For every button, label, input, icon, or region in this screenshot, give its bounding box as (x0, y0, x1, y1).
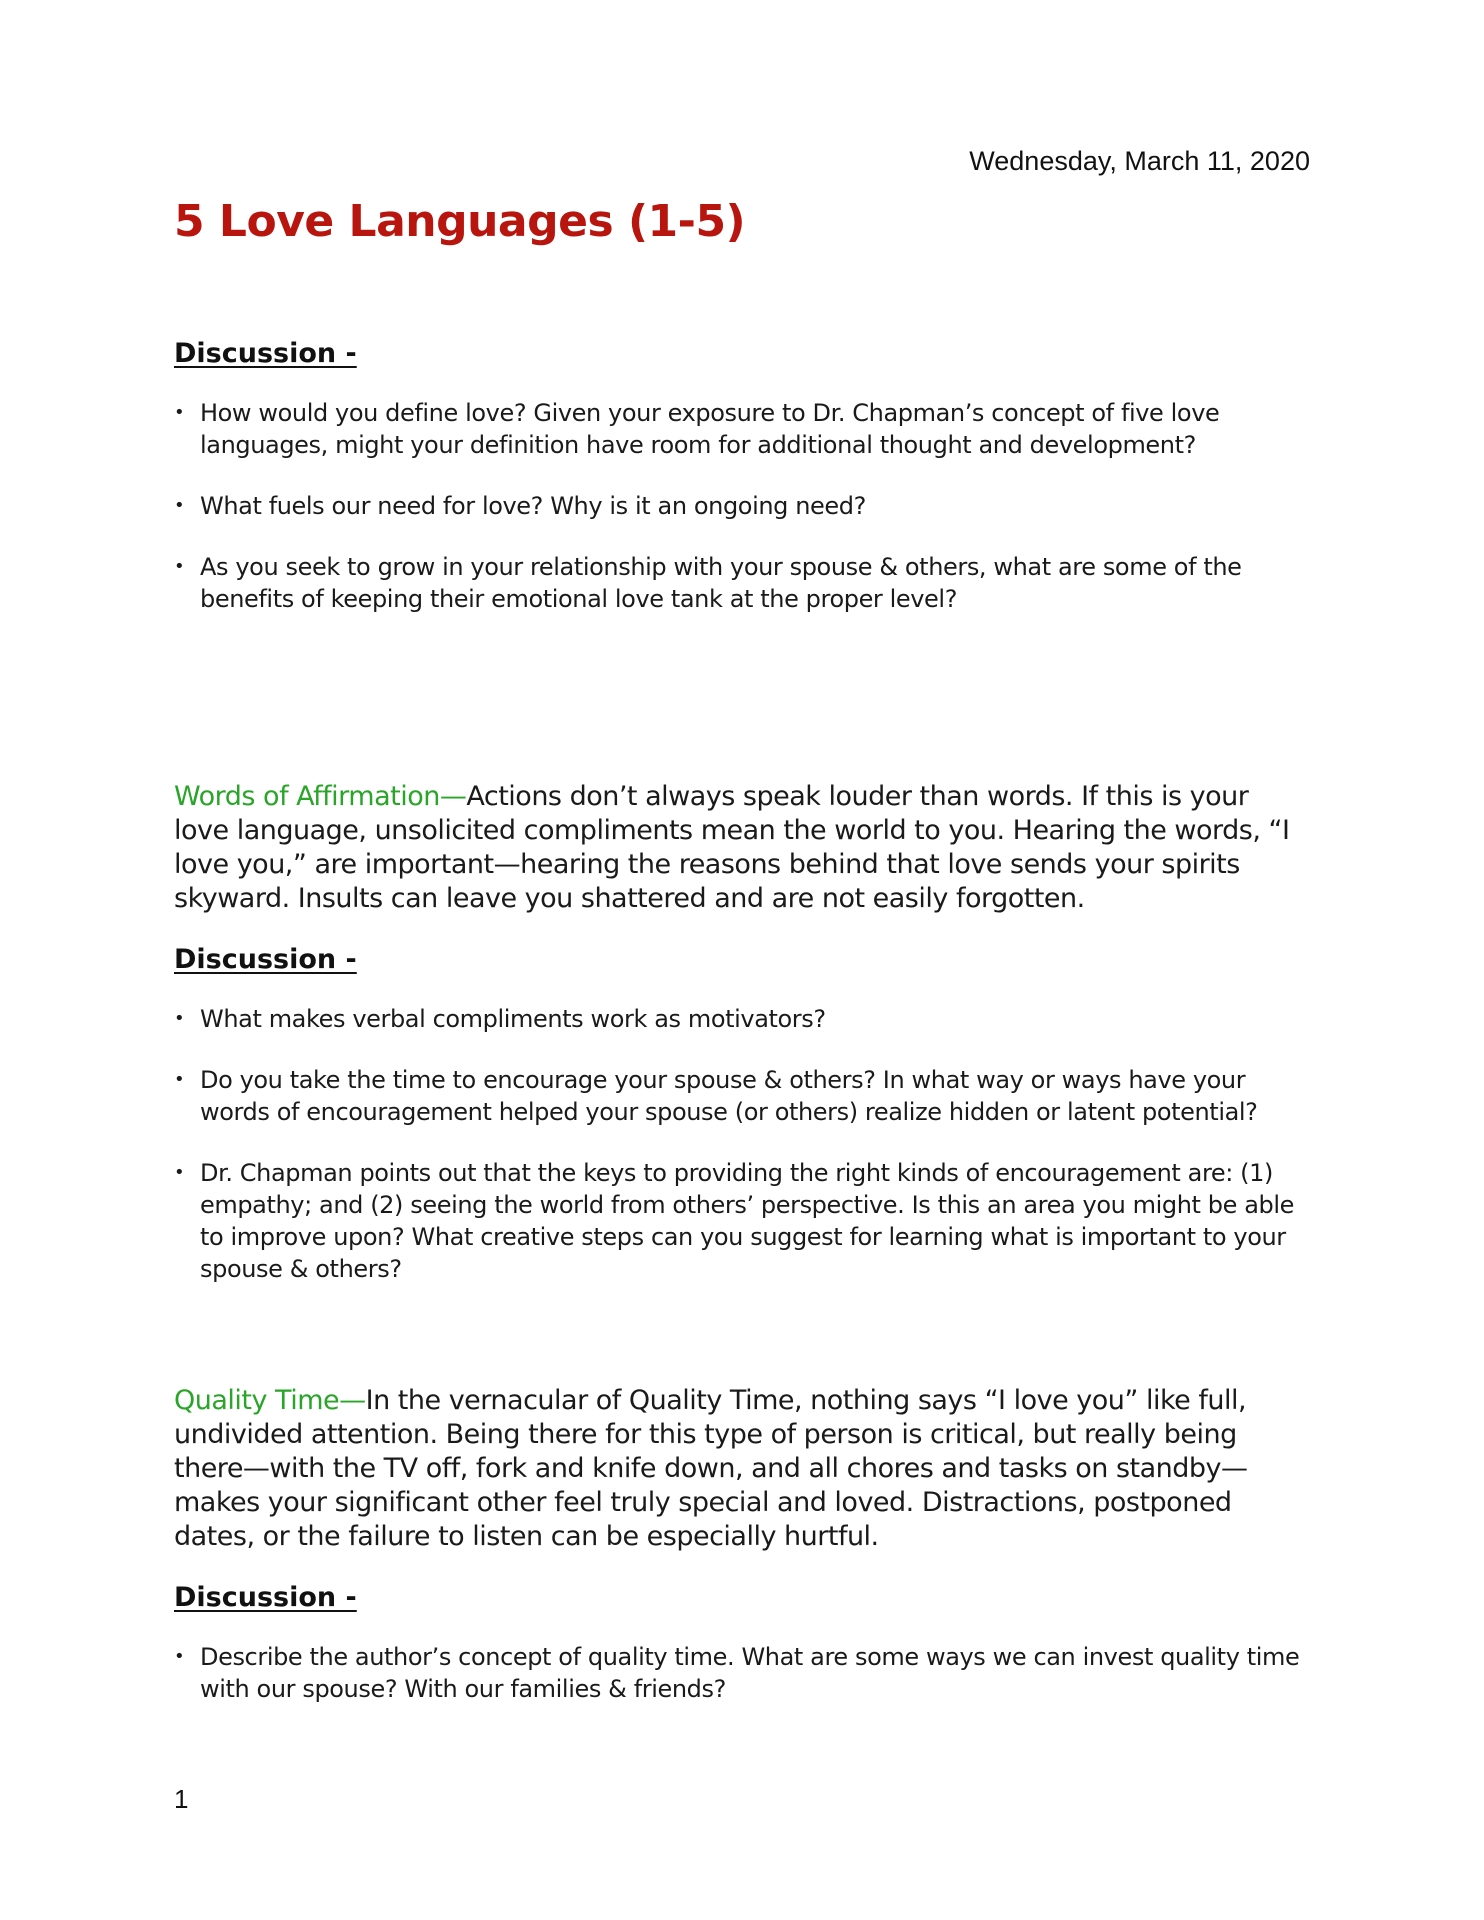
discussion-heading: Discussion - (174, 1582, 357, 1613)
intro-discussion-list (174, 397, 1310, 615)
list-item: • What fuels our need for love? Why is it an ongoing need? (174, 490, 1310, 522)
words-of-affirmation-term: Words of Affirmation— (174, 781, 467, 812)
list-item: • As you seek to grow in your relationship with your spouse & others, what are some of the benefits of keeping their emotional love tank at the proper level? (174, 551, 1310, 615)
document-title: 5 Love Languages (1-5) (174, 196, 746, 247)
list-item: • Describe the author’s concept of quality time. What are some ways we can invest quality time with our spouse? With our families & friends? (174, 1641, 1310, 1705)
intro-discussion-section (174, 338, 1310, 615)
list-item: • Do you take the time to encourage your spouse & others? In what way or ways have your words of encouragement helped your spouse (or others) realize hidden or latent potential? (174, 1064, 1310, 1128)
quality-time-paragraph (174, 1384, 1310, 1554)
discussion-heading: Discussion - (174, 944, 357, 975)
words-of-affirmation-discussion-list (174, 1003, 1310, 1285)
page-number: 1 (174, 1784, 189, 1814)
quality-time-section (174, 1384, 1310, 1705)
list-item: • What makes verbal compliments work as motivators? (174, 1003, 1310, 1035)
list-item: • Dr. Chapman points out that the keys to providing the right kinds of encouragement are: (1) empathy; and (2) seeing the world from others’ perspective. Is this an area you might be able to improve upon? What creative steps can you suggest for learning what is important to your spouse & others? (174, 1157, 1310, 1285)
quality-time-description: In the vernacular of Quality Time, nothing says “I love you” like full, undivided attention. Being there for this type of person is critical, but really being there—with the TV off, fork and knife down, and all chores and tasks on standby—makes your significant other feel truly special and loved. Distractions, postponed dates, or the failure to listen can be especially hurtful. (174, 1385, 1248, 1552)
words-of-affirmation-paragraph (174, 780, 1310, 916)
quality-time-discussion-list (174, 1641, 1310, 1705)
document-date: Wednesday, March 11, 2020 (969, 146, 1310, 176)
words-of-affirmation-section (174, 780, 1310, 1285)
list-item: • How would you define love? Given your exposure to Dr. Chapman’s concept of five love languages, might your definition have room for additional thought and development? (174, 397, 1310, 461)
discussion-heading: Discussion - (174, 338, 357, 369)
words-of-affirmation-description: Actions don’t always speak louder than words. If this is your love language, unsolicited compliments mean the world to you. Hearing the words, “I love you,” are important—hearing the reasons behind that love sends your spirits skyward. Insults can leave you shattered and are not easily forgotten. (174, 781, 1290, 914)
quality-time-term: Quality Time— (174, 1385, 366, 1416)
